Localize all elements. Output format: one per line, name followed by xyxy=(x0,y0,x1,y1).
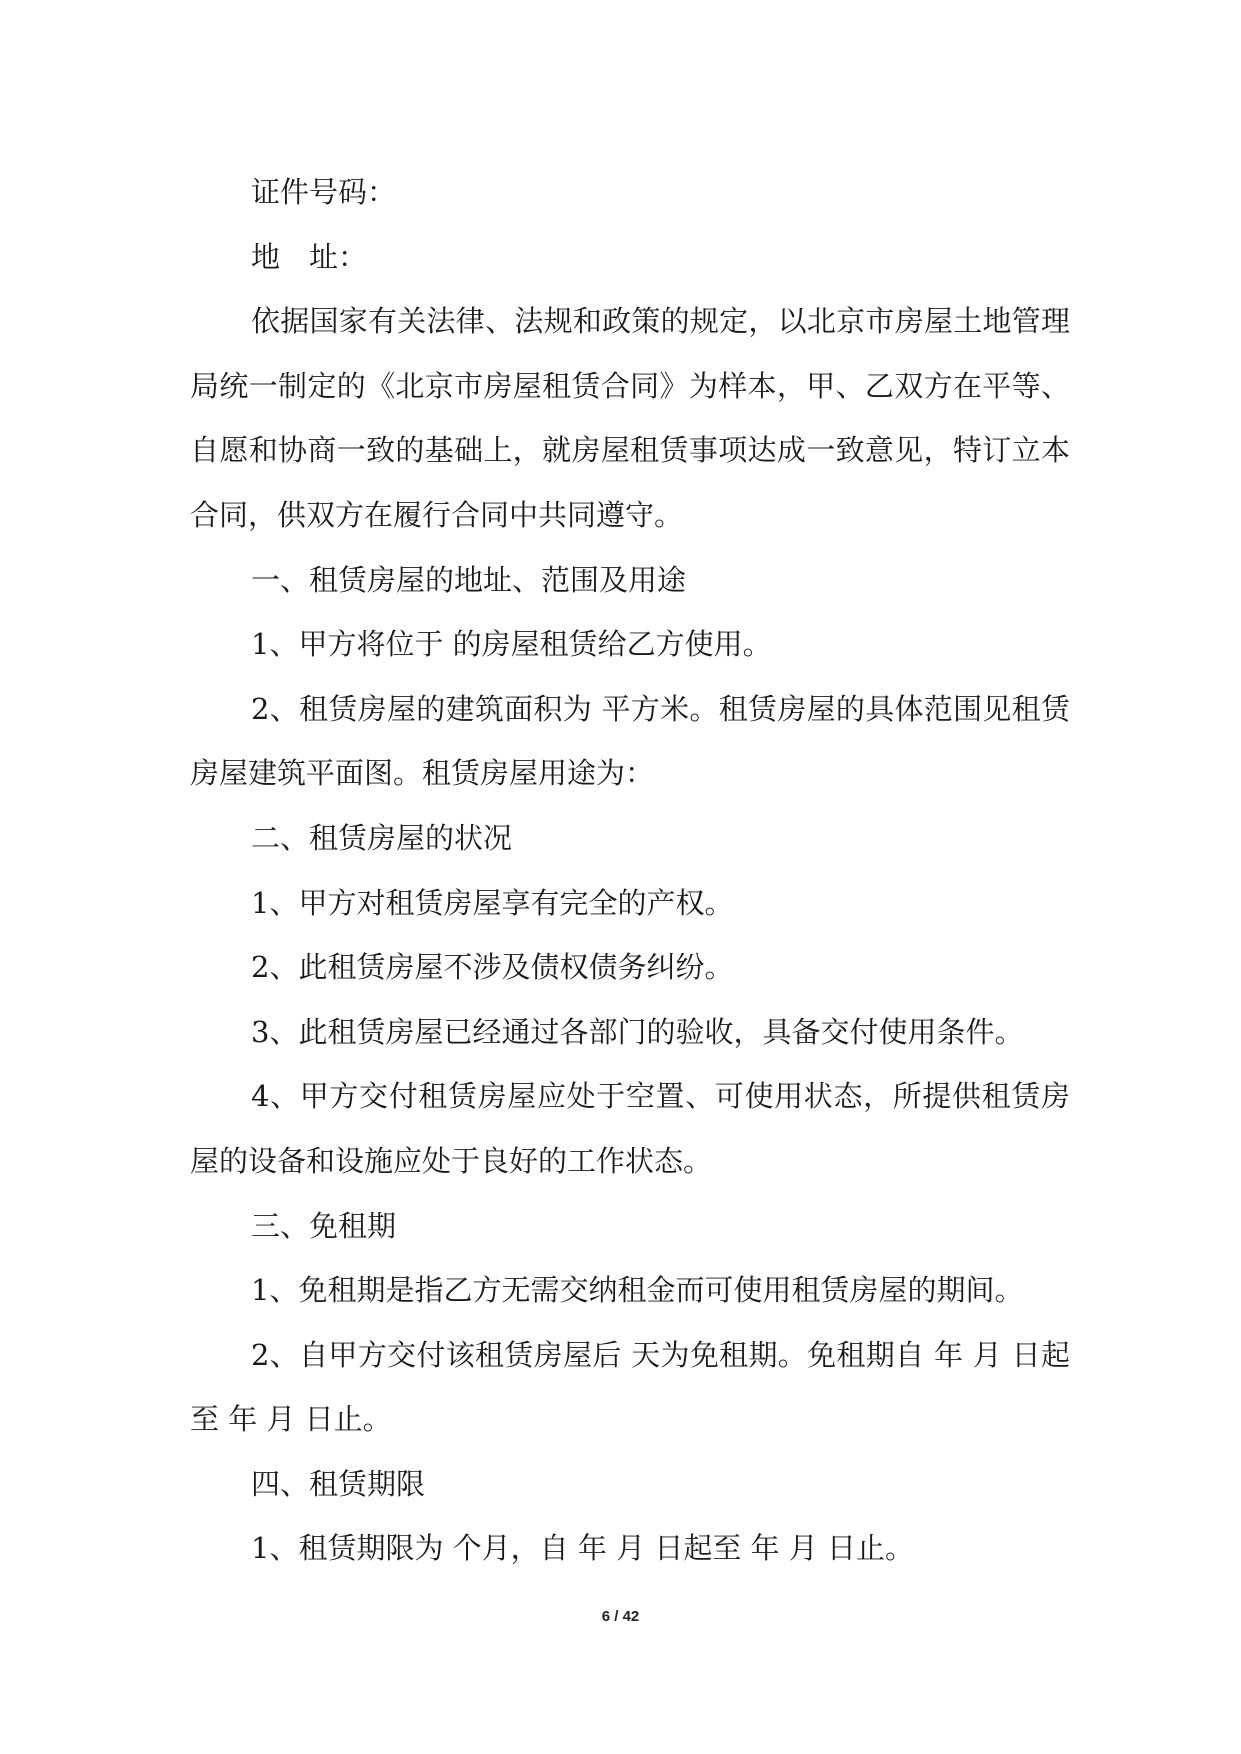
clause-3-2: 2、自甲方交付该租赁房屋后 天为免租期。免租期自 年 月 日起至 年 月 日止。 xyxy=(190,1337,1070,1437)
clause-4-1: 1、租赁期限为 个月，自 年 月 日起至 年 月 日止。 xyxy=(251,1531,914,1566)
clause-3-1: 1、免租期是指乙方无需交纳租金而可使用租赁房屋的期间。 xyxy=(251,1273,1024,1308)
section-heading-1: 一、租赁房屋的地址、范围及用途 xyxy=(251,562,687,597)
section-heading-4: 四、租赁期限 xyxy=(251,1466,426,1501)
clause-1-1: 1、甲方将位于 的房屋租赁给乙方使用。 xyxy=(251,627,772,662)
section-heading-3: 三、免租期 xyxy=(251,1208,397,1243)
clause-2-1: 1、甲方对租赁房屋享有完全的产权。 xyxy=(251,885,734,920)
clause-2-2: 2、此租赁房屋不涉及债权债务纠纷。 xyxy=(251,950,734,985)
paragraph-id-number: 证件号码： xyxy=(251,175,397,209)
clause-1-2: 2、租赁房屋的建筑面积为 平方米。租赁房屋的具体范围见租赁房屋建筑平面图。租赁房屋用途为： xyxy=(190,691,1070,791)
clause-2-3: 3、此租赁房屋已经通过各部门的验收，具备交付使用条件。 xyxy=(251,1014,1024,1049)
page-number: 6 / 42 xyxy=(601,1608,640,1625)
paragraph-preamble: 依据国家有关法律、法规和政策的规定，以北京市房屋土地管理局统一制定的《北京市房屋租赁合同》为样本，甲、乙双方在平等、自愿和协商一致的基础上，就房屋租赁事项达成一致意见，特订立本合同，供双方在履行合同中共同遵守。 xyxy=(190,304,1070,532)
document-body xyxy=(190,160,1070,1581)
paragraph-address: 地 址： xyxy=(251,239,368,274)
section-heading-2: 二、租赁房屋的状况 xyxy=(251,820,513,855)
clause-2-4: 4、甲方交付租赁房屋应处于空置、可使用状态，所提供租赁房屋的设备和设施应处于良好的工作状态。 xyxy=(190,1079,1070,1178)
